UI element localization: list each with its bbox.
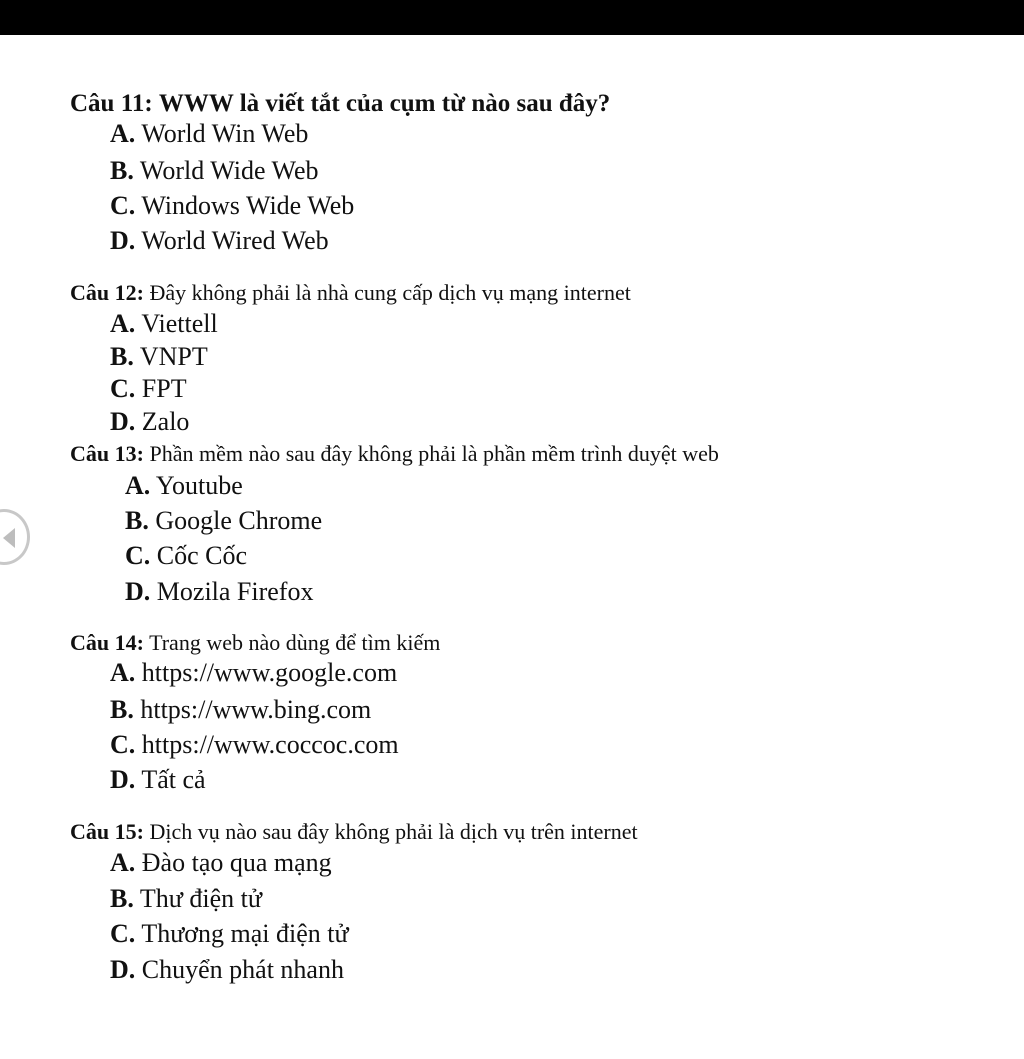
option-letter: B. [125,506,149,535]
option-a[interactable] [110,660,397,686]
option-text: Tất cả [141,765,206,794]
question-number: Câu 12: [70,280,144,305]
option-c[interactable] [110,193,354,219]
option-d[interactable] [125,579,313,605]
question-text: Phần mềm nào sau đây không phải là phần mềm trình duyệt web [149,441,719,466]
question-number: Câu 14: [70,630,144,655]
option-b[interactable] [110,158,319,184]
option-c[interactable] [110,732,399,758]
question-number: Câu 15: [70,819,144,844]
option-text: Đào tạo qua mạng [141,848,332,877]
option-d[interactable] [110,409,189,435]
option-a[interactable] [110,311,218,337]
option-text: VNPT [139,342,208,371]
top-black-bar [0,0,1024,35]
option-d[interactable] [110,228,329,254]
option-text: World Wired Web [141,226,329,255]
option-text: Mozila Firefox [156,577,314,606]
option-text: Chuyển phát nhanh [141,955,344,984]
option-letter: D. [110,955,136,984]
option-a[interactable] [110,850,332,876]
question-number: Câu 11: [70,90,153,117]
option-text: Thư điện tử [139,884,262,913]
option-text: World Wide Web [139,156,319,185]
question-number: Câu 13: [70,441,144,466]
option-letter: A. [125,471,151,500]
question-text: Dịch vụ nào sau đây không phải là dịch vụ trên internet [149,819,638,844]
option-b[interactable] [125,508,322,534]
option-c[interactable] [110,921,349,947]
option-a[interactable] [125,473,243,499]
option-letter: D. [125,577,151,606]
option-d[interactable] [110,767,206,793]
option-a[interactable] [110,121,308,147]
question-text: Trang web nào dùng để tìm kiếm [149,630,441,655]
option-b[interactable] [110,697,371,723]
question-13-heading [70,443,719,465]
option-text: Zalo [141,407,190,436]
option-c[interactable] [110,376,187,402]
question-12-heading [70,282,631,304]
option-text: World Win Web [141,119,309,148]
option-letter: D. [110,226,136,255]
option-letter: A. [110,309,136,338]
option-letter: B. [110,342,134,371]
option-letter: D. [110,407,136,436]
option-letter: B. [110,884,134,913]
option-letter: C. [110,919,136,948]
option-text: Youtube [155,471,243,500]
option-letter: C. [110,191,136,220]
option-letter: C. [110,730,136,759]
option-letter: D. [110,765,136,794]
option-text: Viettell [141,309,218,338]
option-letter: A. [110,119,136,148]
option-text: FPT [141,374,187,403]
option-d[interactable] [110,957,344,983]
option-letter: A. [110,848,136,877]
question-text: Đây không phải là nhà cung cấp dịch vụ mạng internet [149,280,631,305]
option-b[interactable] [110,344,208,370]
option-letter: B. [110,156,134,185]
option-text: https://www.bing.com [140,695,372,724]
question-15-heading [70,821,638,843]
option-c[interactable] [125,543,247,569]
play-left-icon [3,528,15,548]
option-text: https://www.coccoc.com [141,730,399,759]
option-b[interactable] [110,886,262,912]
option-text: Google Chrome [155,506,323,535]
option-letter: C. [110,374,136,403]
question-11-heading [70,91,610,116]
option-text: Thương mại điện tử [141,919,349,948]
option-letter: B. [110,695,134,724]
option-text: Cốc Cốc [156,541,248,570]
option-text: https://www.google.com [141,658,398,687]
option-letter: A. [110,658,136,687]
previous-page-button[interactable] [0,509,30,565]
option-text: Windows Wide Web [141,191,355,220]
question-14-heading [70,632,440,654]
option-letter: C. [125,541,151,570]
question-text: WWW là viết tắt của cụm từ nào sau đây? [158,90,611,117]
